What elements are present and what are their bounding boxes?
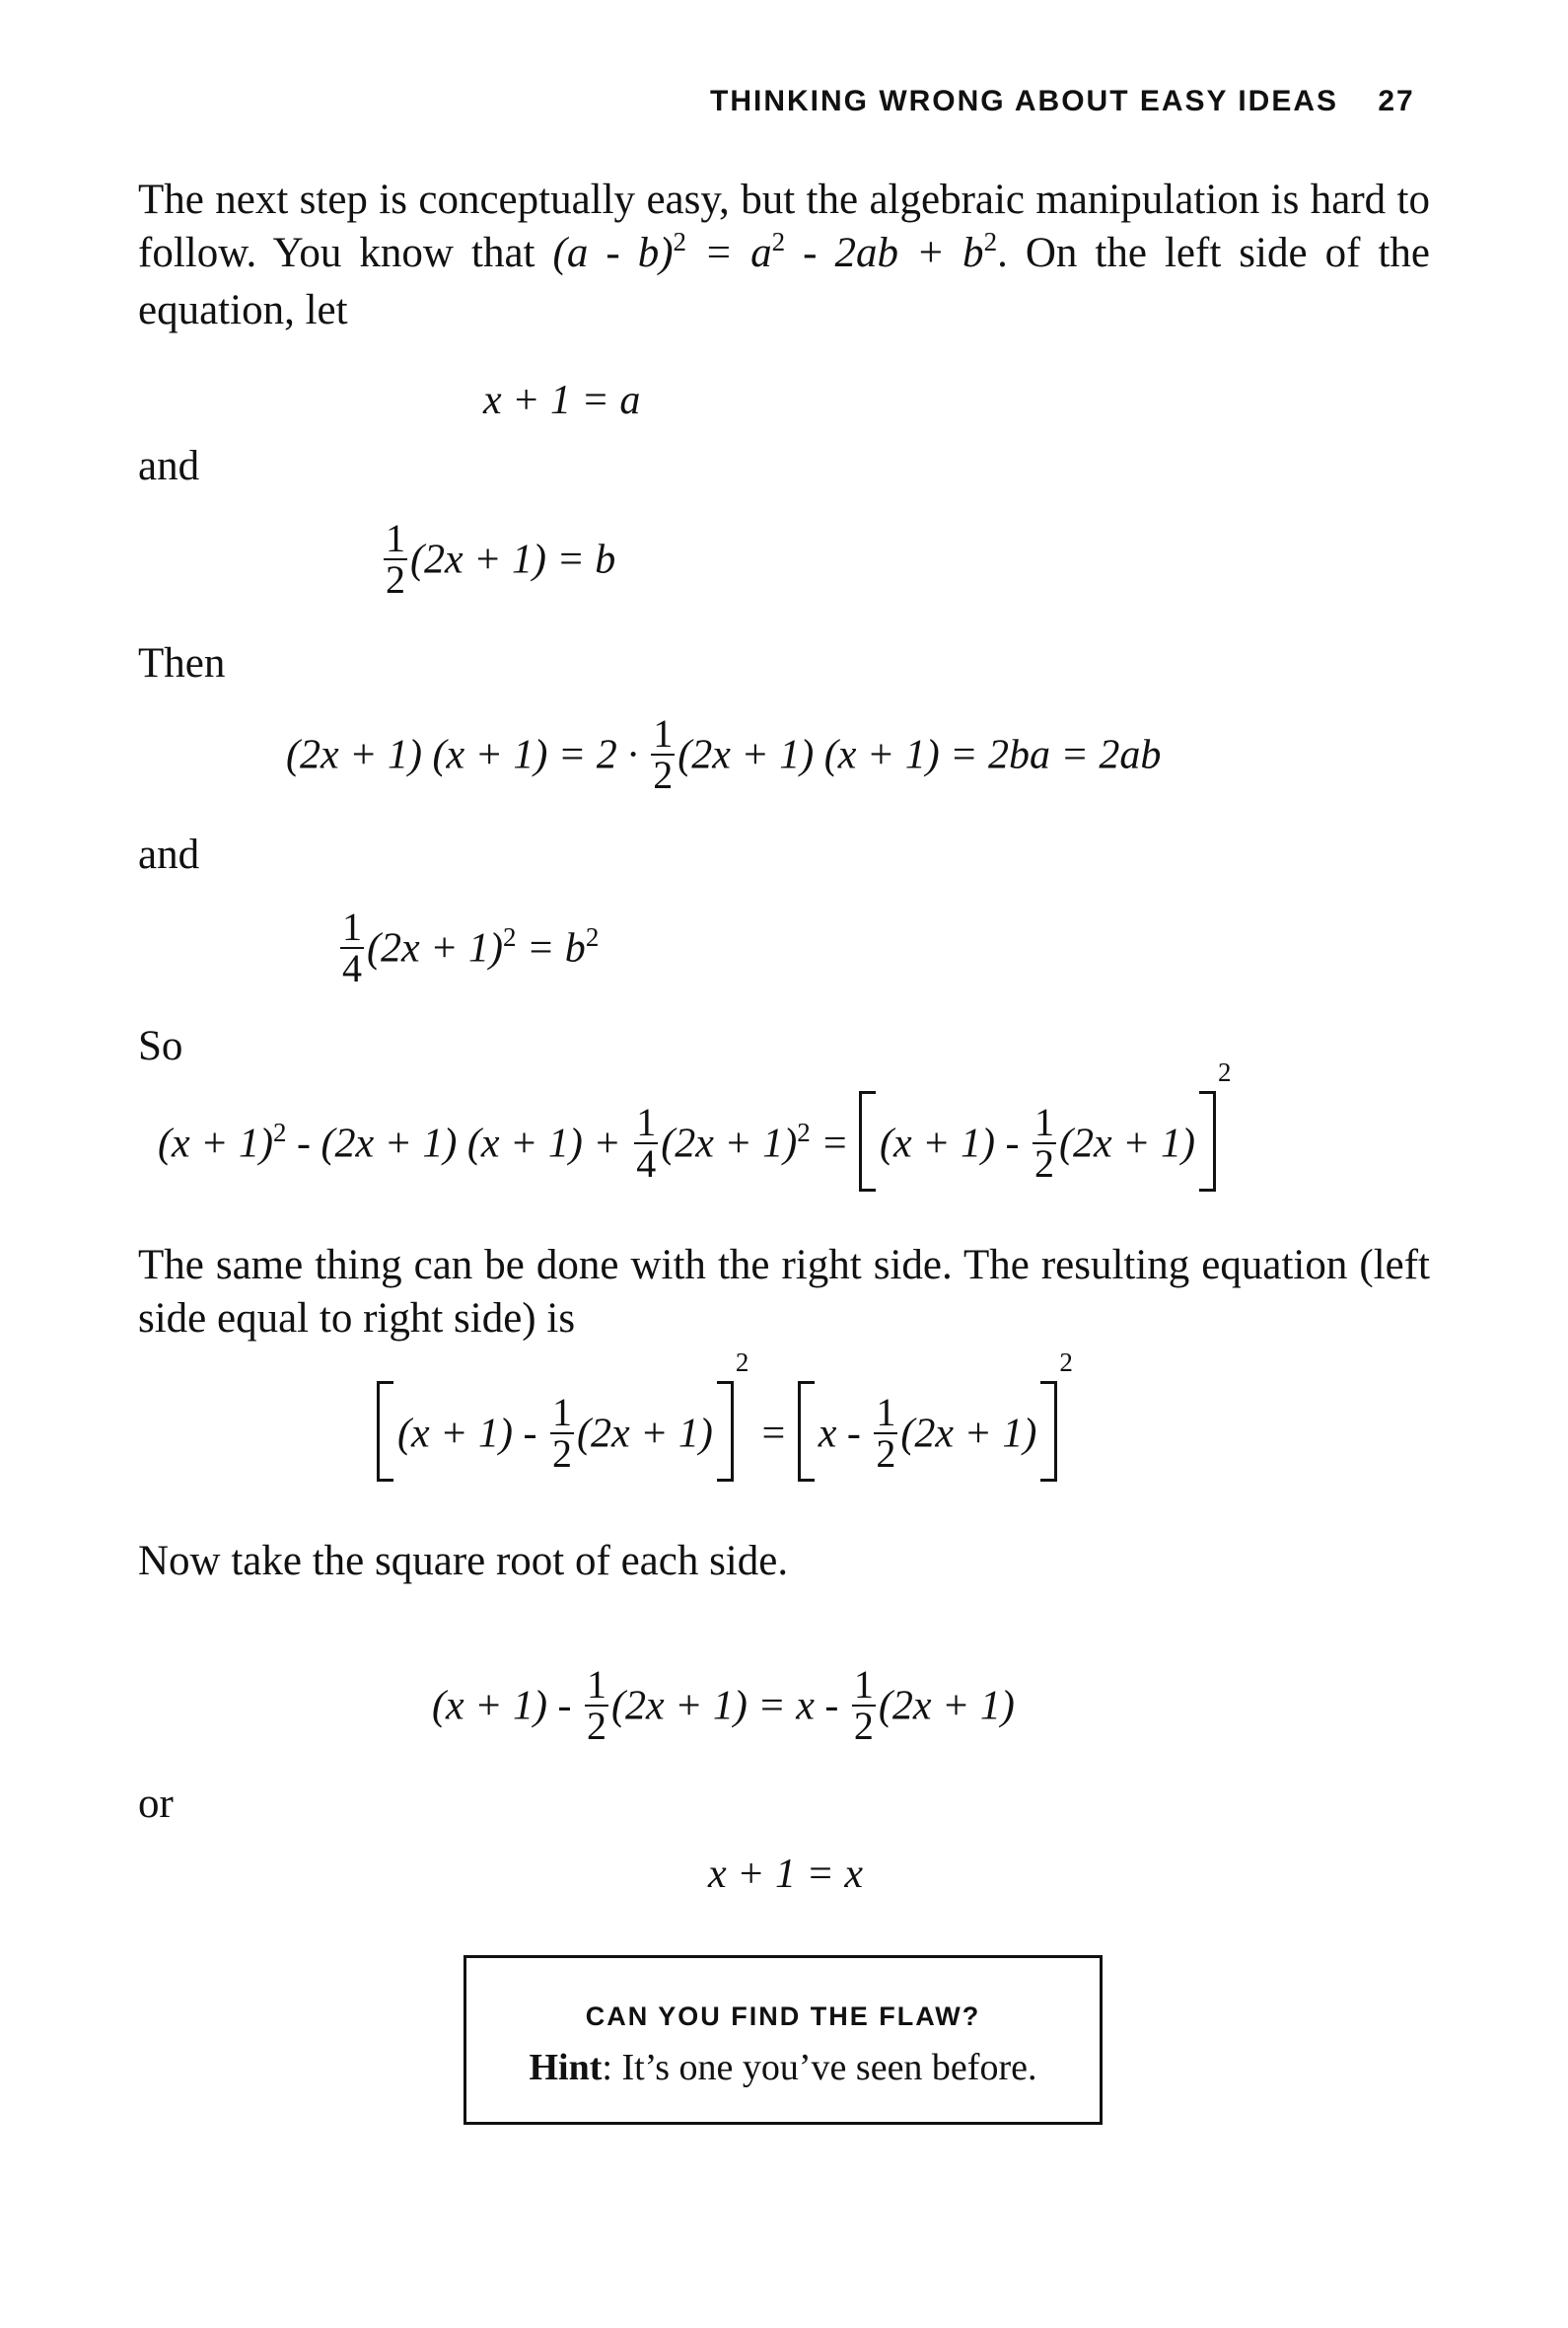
equation-1: x + 1 = a	[483, 378, 641, 423]
chapter-title: THINKING WRONG ABOUT EASY IDEAS	[710, 85, 1339, 117]
right-bracket	[717, 1381, 734, 1482]
hint-box	[463, 1955, 1103, 2125]
equation-2: $\frac{1}{2}$ (2x + 1) = b	[386, 516, 616, 602]
fraction: $\frac{1}{2}$	[876, 1390, 896, 1476]
left-bracket	[377, 1381, 393, 1482]
fraction: $\frac{1}{4}$	[636, 1100, 657, 1186]
left-bracket	[798, 1381, 815, 1482]
paragraph-right-side: The same thing can be done with the right side. The resulting equation (left side equal to right side) is	[138, 1242, 1430, 1342]
equation-8: x + 1 = x	[708, 1852, 863, 1897]
equation-6: (x + 1) - $\frac{1}{2}$ (2x + 1)2 = x - $\frac{1}{2}$ (2x + 1)2	[377, 1387, 1073, 1488]
hint-label: Hint	[529, 2047, 603, 2088]
equation-5: $(x + 1)^2 - (2x + 1)$ (x + 1) + $\frac{1}{4}$ $(2x + 1)^2 = (x + 1)$ - $\frac{1}{2}$ (2x + 1)2	[158, 1097, 1231, 1198]
fraction: $\frac{1}{2}$	[551, 1390, 572, 1476]
equation-7: (x + 1) - $\frac{1}{2}$ (2x + 1) = x - $\frac{1}{2}$ (2x + 1)	[432, 1662, 1015, 1748]
equation-4: $\frac{1}{4}$ $(2x + 1)^2 = b^2$	[342, 905, 600, 990]
fraction: $\frac{1}{2}$	[653, 711, 674, 797]
page-number: 27	[1378, 85, 1415, 117]
right-bracket	[1040, 1381, 1057, 1482]
intro-paragraph: The next step is conceptually easy, but the algebraic manipulation is hard to follow. You know that $(a - b)^2 = a^2 - 2ab + b^2$. On the left side of the equation, let	[138, 177, 1430, 333]
connector-and-1: and	[138, 443, 200, 489]
fraction: $\frac{1}{4}$	[342, 905, 362, 990]
fraction: $\frac{1}{2}$	[1033, 1100, 1054, 1186]
fraction: $\frac{1}{2}$	[386, 516, 405, 602]
paragraph-square-root: Now take the square root of each side.	[138, 1538, 789, 1584]
left-bracket	[859, 1091, 876, 1192]
connector-and-2: and	[138, 832, 200, 878]
fraction: $\frac{1}{2}$	[586, 1662, 606, 1748]
running-head	[710, 85, 1415, 118]
fraction: $\frac{1}{2}$	[853, 1662, 874, 1748]
hint-text: Hint: It’s one you’ve seen before.	[529, 2047, 1037, 2088]
equation-3: (2x + 1) (x + 1) = 2 · $\frac{1}{2}$ (2x + 1) (x + 1) = 2ba = 2ab	[286, 711, 1162, 797]
connector-so: So	[138, 1023, 183, 1069]
connector-or: or	[138, 1781, 174, 1827]
hint-heading: CAN YOU FIND THE FLAW?	[585, 2001, 981, 2031]
right-bracket	[1199, 1091, 1216, 1192]
connector-then: Then	[138, 640, 226, 687]
